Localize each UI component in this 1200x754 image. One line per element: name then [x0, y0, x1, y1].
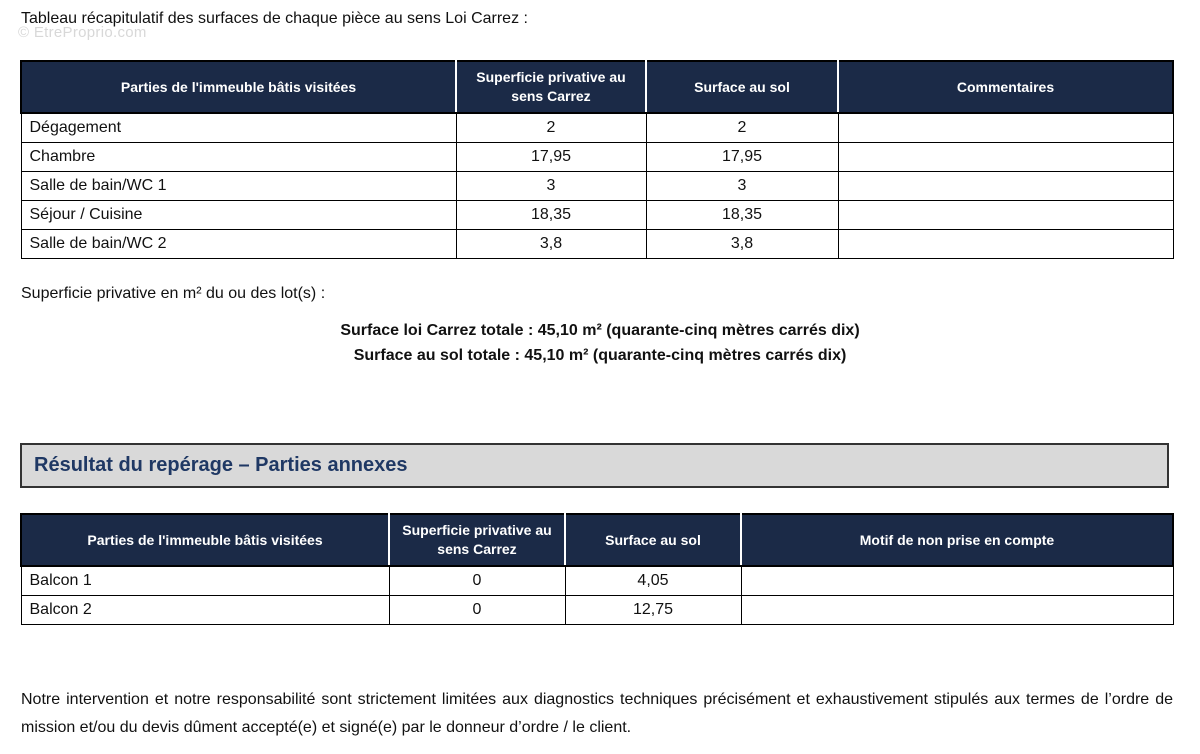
sol-value: 17,95 [646, 143, 838, 172]
carrez-value: 3,8 [456, 230, 646, 259]
carrez-value: 2 [456, 113, 646, 143]
room-name: Balcon 1 [21, 566, 389, 596]
sol-value: 18,35 [646, 201, 838, 230]
comment-cell [838, 230, 1173, 259]
surfaces-table [20, 60, 1174, 259]
section-title: Résultat du repérage – Parties annexes [20, 443, 1169, 488]
header-surface-sol: Surface au sol [565, 514, 741, 566]
motif-cell [741, 566, 1173, 596]
intro-text: Tableau récapitulatif des surfaces de chaque pièce au sens Loi Carrez : [21, 10, 528, 27]
table-header-row [21, 514, 1173, 566]
total-carrez: Surface loi Carrez totale : 45,10 m² (quarante-cinq mètres carrés dix) [340, 322, 860, 339]
comment-cell [838, 172, 1173, 201]
carrez-value: 17,95 [456, 143, 646, 172]
watermark-text: © EtreProprio.com [18, 24, 147, 41]
header-superficie-carrez: Superficie privative au sens Carrez [389, 514, 565, 566]
table-row [21, 143, 1173, 172]
sol-value: 3 [646, 172, 838, 201]
sol-value: 2 [646, 113, 838, 143]
table-row [21, 172, 1173, 201]
room-name: Dégagement [21, 113, 456, 143]
room-name: Chambre [21, 143, 456, 172]
header-superficie-carrez: Superficie privative au sens Carrez [456, 61, 646, 113]
header-parties: Parties de l'immeuble bâtis visitées [21, 61, 456, 113]
carrez-value: 0 [389, 566, 565, 596]
sol-value: 4,05 [565, 566, 741, 596]
carrez-value: 3 [456, 172, 646, 201]
comment-cell [838, 201, 1173, 230]
header-parties: Parties de l'immeuble bâtis visitées [21, 514, 389, 566]
table-row [21, 566, 1173, 596]
table-row [21, 113, 1173, 143]
table-row [21, 201, 1173, 230]
header-motif: Motif de non prise en compte [741, 514, 1173, 566]
sol-value: 12,75 [565, 596, 741, 625]
total-sol: Surface au sol totale : 45,10 m² (quarante-cinq mètres carrés dix) [353, 347, 847, 364]
table-header-row [21, 61, 1173, 113]
room-name: Séjour / Cuisine [21, 201, 456, 230]
room-name: Salle de bain/WC 1 [21, 172, 456, 201]
room-name: Salle de bain/WC 2 [21, 230, 456, 259]
carrez-value: 18,35 [456, 201, 646, 230]
table-row [21, 596, 1173, 625]
table-row [21, 230, 1173, 259]
superficie-label: Superficie privative en m² du ou des lot(s) : [21, 285, 326, 302]
comment-cell [838, 143, 1173, 172]
carrez-value: 0 [389, 596, 565, 625]
sol-value: 3,8 [646, 230, 838, 259]
header-surface-sol: Surface au sol [646, 61, 838, 113]
header-commentaires: Commentaires [838, 61, 1173, 113]
room-name: Balcon 2 [21, 596, 389, 625]
disclaimer-text: Notre intervention et notre responsabilité sont strictement limitées aux diagnostics techniques précisément et exhaustivement stipulés aux termes de l’ordre de mission et/ou du devis dûment accepté(e) et signé(e) par le donneur d’ordre / le client. [21, 691, 1173, 736]
annexes-table [20, 513, 1174, 625]
comment-cell [838, 113, 1173, 143]
motif-cell [741, 596, 1173, 625]
